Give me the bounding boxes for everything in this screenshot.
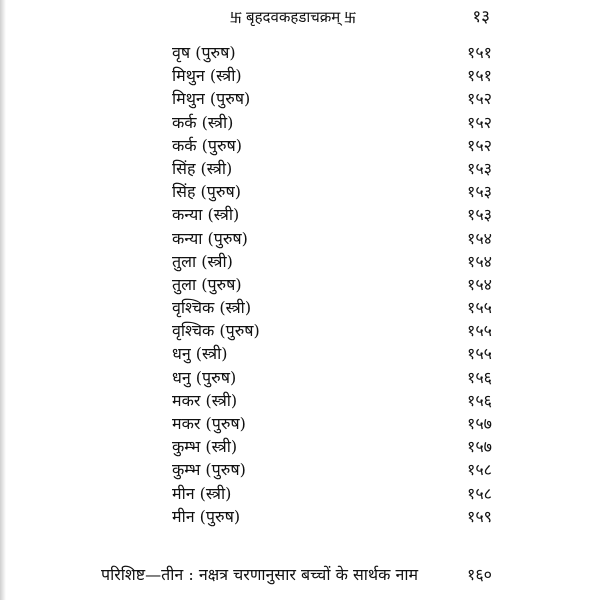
entry-label: कर्क (पुरुष) bbox=[172, 135, 243, 155]
entry-page-number: १५२ bbox=[467, 112, 492, 132]
entry-label: कुम्भ (स्त्री) bbox=[172, 437, 238, 457]
entry-page-number: १५९ bbox=[467, 506, 492, 526]
entry-page-number: १५६ bbox=[467, 367, 492, 387]
contents-list bbox=[0, 41, 600, 528]
entry-label: कन्या (पुरुष) bbox=[172, 228, 248, 248]
entry-label: तुला (पुरुष) bbox=[172, 274, 242, 294]
entry-page-number: १५४ bbox=[467, 251, 492, 271]
entry-page-number: १५३ bbox=[467, 205, 492, 225]
entry-page-number: १५१ bbox=[467, 43, 492, 62]
entry-label: तुला (स्त्री) bbox=[172, 251, 233, 271]
entry-label: कन्या (स्त्री) bbox=[172, 205, 240, 225]
book-title: बृहदवकहडाचक्रम् bbox=[246, 8, 341, 26]
page-number: १३ bbox=[472, 7, 490, 27]
contents-entry bbox=[0, 203, 600, 226]
entry-page-number: १५४ bbox=[467, 228, 492, 248]
entry-label: सिंह (स्त्री) bbox=[172, 158, 233, 178]
entry-label: वृष (पुरुष) bbox=[172, 43, 236, 62]
contents-entry bbox=[0, 180, 600, 203]
entry-label: वृश्चिक (पुरुष) bbox=[172, 321, 260, 341]
entry-label: सिंह (पुरुष) bbox=[172, 182, 241, 202]
entry-label: मिथुन (पुरुष) bbox=[172, 89, 251, 109]
contents-entry bbox=[0, 273, 600, 296]
header-title-line bbox=[226, 6, 360, 29]
contents-entry bbox=[0, 505, 600, 528]
entry-page-number: १५२ bbox=[467, 89, 492, 109]
entry-page-number: १५५ bbox=[467, 321, 492, 341]
entry-page-number: १५३ bbox=[467, 158, 492, 178]
contents-entry bbox=[0, 412, 600, 435]
entry-label: कर्क (स्त्री) bbox=[172, 112, 234, 132]
entry-label: मिथुन (स्त्री) bbox=[172, 66, 242, 86]
contents-entry bbox=[0, 157, 600, 180]
swastika-ornament-icon: 卐 bbox=[344, 11, 357, 25]
contents-entry bbox=[0, 111, 600, 134]
contents-entry bbox=[0, 389, 600, 412]
entry-page-number: १५७ bbox=[467, 437, 492, 457]
entry-label: धनु (स्त्री) bbox=[172, 344, 228, 364]
entry-page-number: १५४ bbox=[467, 274, 492, 294]
entry-label: धनु (पुरुष) bbox=[172, 367, 237, 387]
entry-page-number: १५२ bbox=[467, 135, 492, 155]
contents-entry bbox=[0, 296, 600, 319]
appendix-entry bbox=[0, 562, 600, 588]
entry-label: मकर (स्त्री) bbox=[172, 390, 238, 410]
entry-label: मीन (स्त्री) bbox=[172, 483, 232, 503]
appendix-label: परिशिष्ट—तीन : नक्षत्र चरणानुसार बच्चों के सार्थक नाम bbox=[101, 565, 419, 584]
entry-page-number: १५५ bbox=[467, 344, 492, 364]
entry-page-number: १५६ bbox=[467, 390, 492, 410]
entry-label: मकर (पुरुष) bbox=[172, 414, 246, 433]
contents-entry bbox=[0, 227, 600, 250]
entry-page-number: १५१ bbox=[467, 66, 492, 86]
entry-page-number: १५८ bbox=[467, 483, 492, 503]
contents-entry bbox=[0, 458, 600, 481]
contents-entry bbox=[0, 41, 600, 64]
contents-entry bbox=[0, 87, 600, 110]
entry-page-number: १५७ bbox=[467, 414, 492, 433]
entry-page-number: १५८ bbox=[467, 460, 492, 480]
contents-entry bbox=[0, 134, 600, 157]
entry-page-number: १५३ bbox=[467, 182, 492, 202]
running-header bbox=[0, 6, 600, 30]
entry-label: वृश्चिक (स्त्री) bbox=[172, 298, 252, 318]
entry-label: मीन (पुरुष) bbox=[172, 506, 241, 526]
contents-entry bbox=[0, 342, 600, 365]
entry-page-number: १५५ bbox=[467, 298, 492, 318]
contents-entry bbox=[0, 319, 600, 342]
contents-entry bbox=[0, 435, 600, 458]
contents-entry bbox=[0, 64, 600, 87]
entry-label: कुम्भ (पुरुष) bbox=[172, 460, 246, 480]
contents-entry bbox=[0, 482, 600, 505]
swastika-ornament-icon: 卐 bbox=[230, 11, 243, 25]
appendix-page-number: १६० bbox=[467, 565, 492, 584]
contents-entry bbox=[0, 366, 600, 389]
contents-entry bbox=[0, 250, 600, 273]
